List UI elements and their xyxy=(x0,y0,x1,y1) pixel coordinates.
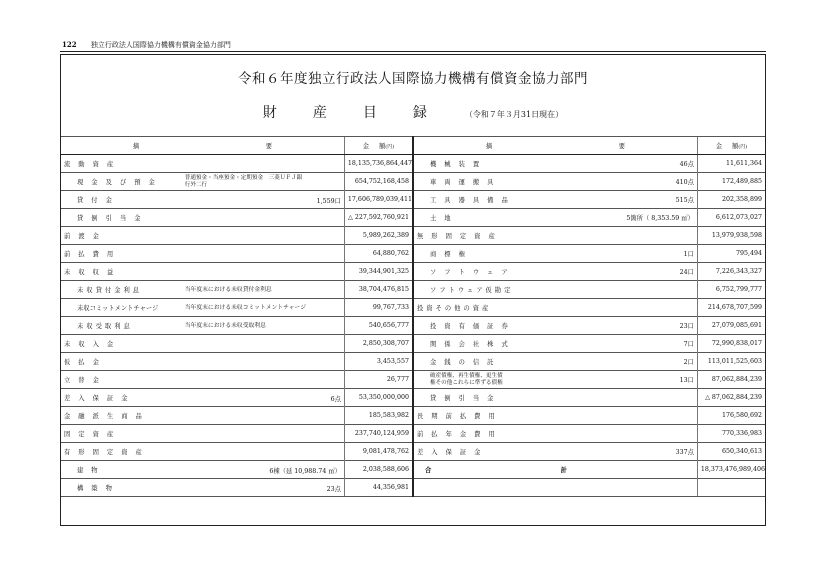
left-item-detail-cell xyxy=(182,389,345,407)
subtitle-main: 財産目録 xyxy=(262,105,463,121)
right-item-label: 破産債権、再生債権、更生債権その他これらに準ずる債権 xyxy=(413,371,507,389)
right-item-quantity xyxy=(507,227,697,245)
left-item-label: 未収貸付金利息 xyxy=(61,281,182,299)
running-header-text: 独立行政法人国際協力機構有償資金協力部門 xyxy=(90,41,231,49)
table-row xyxy=(61,299,765,317)
left-item-detail-cell xyxy=(182,245,345,263)
left-item-amount: 39,344,901,325 xyxy=(344,263,413,281)
right-item-quantity: 5箇所（ 8,353.59 ㎡） xyxy=(507,209,697,227)
right-item-label: 機械装置 xyxy=(413,155,507,173)
table-row xyxy=(61,317,765,335)
table-row xyxy=(61,191,765,209)
table-row xyxy=(61,443,765,461)
right-item-label: 差入保証金 xyxy=(413,443,507,461)
left-item-detail-cell xyxy=(182,317,345,335)
right-amount-header xyxy=(697,137,765,155)
total-label-char1: 合 xyxy=(424,467,432,474)
right-item-amount: 13,979,938,598 xyxy=(697,227,765,245)
right-item-amount: 6,612,073,027 xyxy=(697,209,765,227)
right-item-amount: 11,611,364 xyxy=(697,155,765,173)
table-row xyxy=(61,281,765,299)
right-item-label: 前払年金費用 xyxy=(413,425,507,443)
right-item-quantity: 23口 xyxy=(507,317,697,335)
right-item-quantity: 515点 xyxy=(507,191,697,209)
left-item-label: 貸倒引当金 xyxy=(61,209,182,227)
left-item-detail-cell xyxy=(182,443,345,461)
left-item-amount: 44,356,981 xyxy=(344,479,413,497)
left-item-amount: 5,989,262,389 xyxy=(344,227,413,245)
header-rule xyxy=(60,51,766,52)
left-item-amount: 654,752,168,458 xyxy=(344,173,413,191)
left-item-amount: 540,656,777 xyxy=(344,317,413,335)
document-subtitle xyxy=(61,102,765,122)
table-row xyxy=(61,227,765,245)
left-item-label: 建物 xyxy=(61,461,182,479)
left-item-detail: 当年度末における未収コミットメントチャージ xyxy=(184,304,307,311)
left-item-amount: 64,880,762 xyxy=(344,245,413,263)
right-item-label: 長期前払費用 xyxy=(413,407,507,425)
right-item-amount: 18,373,476,989,406 xyxy=(697,461,765,479)
left-item-detail-cell xyxy=(182,353,345,371)
right-item-quantity xyxy=(507,479,697,497)
left-item-quantity: 1,559口 xyxy=(316,198,341,205)
left-item-amount: 18,135,736,864,447 xyxy=(344,155,413,173)
right-item-quantity: 46点 xyxy=(507,155,697,173)
header-item-char2: 要 xyxy=(618,143,626,150)
running-header xyxy=(62,40,231,50)
left-item-label: 仮払金 xyxy=(61,353,182,371)
right-item-label: 貸倒引当金 xyxy=(413,389,507,407)
left-item-amount: 2,850,308,707 xyxy=(344,335,413,353)
header-amount-char1: 金 xyxy=(362,143,369,150)
left-item-amount: 3,453,557 xyxy=(344,353,413,371)
left-item-label: 固定資産 xyxy=(61,425,182,443)
left-item-amount: 9,081,478,762 xyxy=(344,443,413,461)
right-item-label: 投資有価証券 xyxy=(413,317,507,335)
left-item-label: 未収受取利息 xyxy=(61,317,182,335)
table-row xyxy=(61,371,765,389)
right-item-quantity: 7口 xyxy=(507,335,697,353)
left-item-amount: 99,767,733 xyxy=(344,299,413,317)
left-item-quantity: 6点 xyxy=(330,396,341,403)
right-item-amount: 176,580,692 xyxy=(697,407,765,425)
left-item-detail-cell xyxy=(182,407,345,425)
left-item-amount: 185,583,982 xyxy=(344,407,413,425)
right-item-quantity xyxy=(507,407,697,425)
left-item-amount: 53,350,000,000 xyxy=(344,389,413,407)
right-item-amount: 27,079,085,691 xyxy=(697,317,765,335)
table-row xyxy=(61,479,765,497)
left-item-label: 貸付金 xyxy=(61,191,182,209)
left-item-amount: 26,777 xyxy=(344,371,413,389)
left-item-label: 有形固定資産 xyxy=(61,443,182,461)
table-row xyxy=(61,407,765,425)
left-item-detail-cell xyxy=(182,479,345,497)
right-item-label: ソフトウェア仮勘定 xyxy=(413,281,507,299)
left-item-label: 未収収益 xyxy=(61,263,182,281)
table-row xyxy=(61,245,765,263)
right-item-quantity: 410点 xyxy=(507,173,697,191)
total-label-char2: 計 xyxy=(560,467,567,474)
subtitle-as-of: （令和７年３月31日現在） xyxy=(464,110,564,119)
right-item-quantity: 24口 xyxy=(507,263,697,281)
left-item-label: 流動資産 xyxy=(61,155,182,173)
right-item-label xyxy=(413,479,507,497)
table-row xyxy=(61,353,765,371)
right-item-amount: 202,358,899 xyxy=(697,191,765,209)
right-item-label: ソフトウェア xyxy=(413,263,507,281)
left-item-label: 未収入金 xyxy=(61,335,182,353)
table-row xyxy=(61,335,765,353)
right-item-amount: 72,990,838,017 xyxy=(697,335,765,353)
header-unit: (円) xyxy=(385,144,395,150)
page-number: 122 xyxy=(62,40,77,49)
header-unit: (円) xyxy=(738,144,748,150)
right-item-amount: 650,340,613 xyxy=(697,443,765,461)
left-item-detail-cell xyxy=(182,299,345,317)
left-item-detail-cell xyxy=(182,209,345,227)
table-row xyxy=(61,209,765,227)
left-item-detail: 当年度末における未収貸付金利息 xyxy=(184,286,272,293)
right-item-label: 金銭の信託 xyxy=(413,353,507,371)
table-row xyxy=(61,425,765,443)
header-item-char2: 要 xyxy=(265,143,273,150)
table-row xyxy=(61,389,765,407)
left-item-header xyxy=(61,137,344,155)
right-item-amount: 172,489,885 xyxy=(697,173,765,191)
right-item-quantity xyxy=(507,425,697,443)
left-item-amount: 237,740,124,959 xyxy=(344,425,413,443)
right-item-label: 無形固定資産 xyxy=(413,227,507,245)
left-item-detail: 普通預金・当座預金・定期預金 三菱ＵＦＪ銀行外二行 xyxy=(184,175,303,188)
right-item-label: 投資その他の資産 xyxy=(413,299,507,317)
right-item-quantity: 337点 xyxy=(507,443,697,461)
left-item-detail-cell xyxy=(182,263,345,281)
right-item-header xyxy=(413,137,697,155)
left-item-detail-cell xyxy=(182,155,345,173)
left-item-label: 立替金 xyxy=(61,371,182,389)
right-item-amount: 770,336,983 xyxy=(697,425,765,443)
total-label-cell xyxy=(413,461,697,479)
right-item-quantity: 13口 xyxy=(507,371,697,389)
document-title: 令和６年度独立行政法人国際協力機構有償資金協力部門 xyxy=(238,71,588,87)
left-item-label: 前払費用 xyxy=(61,245,182,263)
right-item-amount: 795,494 xyxy=(697,245,765,263)
left-item-label: 構築物 xyxy=(61,479,182,497)
right-item-quantity: 2口 xyxy=(507,353,697,371)
left-item-quantity: 23点 xyxy=(326,486,341,493)
right-item-amount: 6,752,799,777 xyxy=(697,281,765,299)
right-item-label: 土地 xyxy=(413,209,507,227)
left-item-amount: 38,704,476,815 xyxy=(344,281,413,299)
right-item-label: 商標権 xyxy=(413,245,507,263)
left-item-detail-cell xyxy=(182,191,345,209)
right-item-amount: 87,062,884,239 xyxy=(697,371,765,389)
left-item-label: 未収コミットメントチャージ xyxy=(61,299,182,317)
right-item-amount: 7,226,343,327 xyxy=(697,263,765,281)
right-item-label: 工具器具備品 xyxy=(413,191,507,209)
left-item-detail-cell xyxy=(182,371,345,389)
left-item-detail-cell xyxy=(182,281,345,299)
table-row xyxy=(61,263,765,281)
table-row xyxy=(61,173,765,191)
left-item-detail-cell xyxy=(182,461,345,479)
left-item-quantity: 6棟（延 10,988.74 ㎡） xyxy=(269,468,341,475)
left-item-label: 差入保証金 xyxy=(61,389,182,407)
left-item-amount: 2,038,588,606 xyxy=(344,461,413,479)
left-item-detail-cell xyxy=(182,173,345,191)
header-amount-char2: 額 xyxy=(379,143,386,150)
table-header-row xyxy=(61,137,765,155)
left-item-detail-cell xyxy=(182,227,345,245)
right-item-quantity xyxy=(507,299,697,317)
right-item-amount: 214,678,707,599 xyxy=(697,299,765,317)
left-amount-header xyxy=(344,137,413,155)
left-item-amount: 17,606,789,039,411 xyxy=(344,191,413,209)
right-item-quantity xyxy=(507,389,697,407)
document-frame xyxy=(60,54,766,526)
right-item-quantity: 1口 xyxy=(507,245,697,263)
table-row xyxy=(61,155,765,173)
table-row xyxy=(61,461,765,479)
left-item-detail-cell xyxy=(182,425,345,443)
left-item-label: 現金及び預金 xyxy=(61,173,182,191)
left-item-detail: 当年度末における未収受取利息 xyxy=(184,322,266,329)
right-item-label: 関係会社株式 xyxy=(413,335,507,353)
left-item-detail-cell xyxy=(182,335,345,353)
right-item-amount xyxy=(697,479,765,497)
header-amount-char2: 額 xyxy=(732,143,739,150)
header-item-char1: 摘 xyxy=(485,143,493,150)
property-inventory-table xyxy=(61,136,765,497)
right-item-quantity xyxy=(507,281,697,299)
right-item-amount: △ 87,062,884,239 xyxy=(697,389,765,407)
right-item-label: 車両運搬具 xyxy=(413,173,507,191)
left-item-label: 前渡金 xyxy=(61,227,182,245)
left-item-amount: △ 227,592,760,921 xyxy=(344,209,413,227)
header-amount-char1: 金 xyxy=(715,143,722,150)
left-item-label: 金融派生商品 xyxy=(61,407,182,425)
right-item-amount: 113,011,525,603 xyxy=(697,353,765,371)
header-item-char1: 摘 xyxy=(132,143,140,150)
